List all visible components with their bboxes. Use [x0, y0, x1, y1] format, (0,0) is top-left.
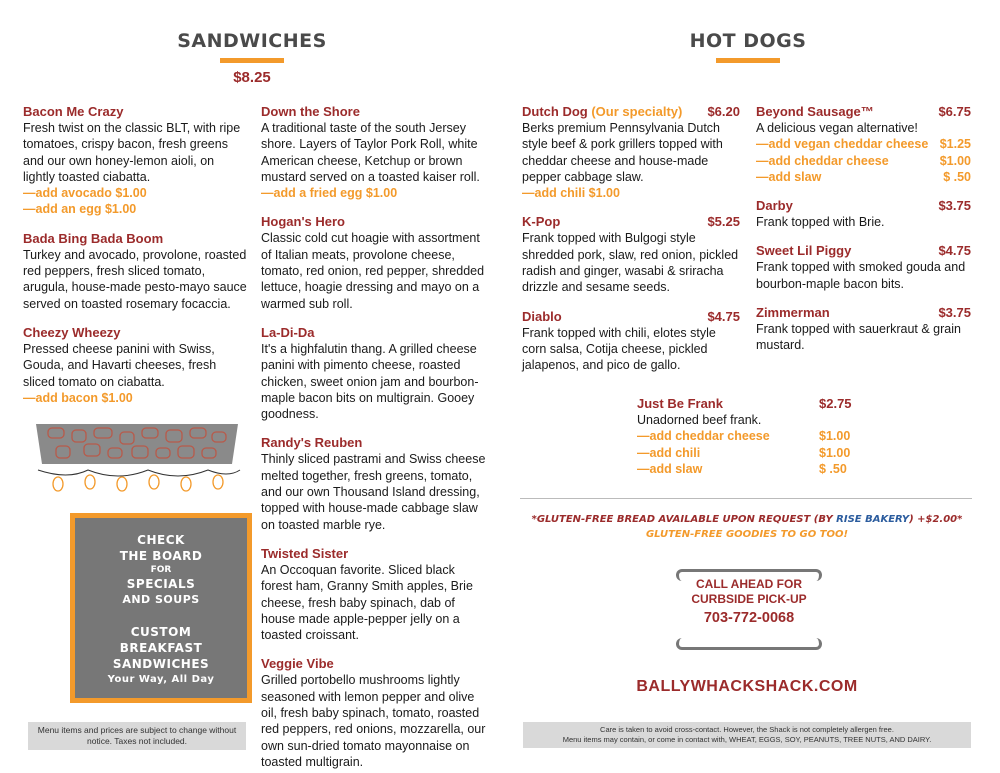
item-description: A traditional taste of the south Jersey shore. Layers of Taylor Pork Roll, white American cheese, Ketchup or brown mustard served on a toasted kaiser roll.	[261, 121, 480, 184]
hotdogs-title: HOT DOGS	[689, 30, 807, 52]
menu-item-la-di-da	[261, 324, 486, 422]
item-addon: —add cheddar cheese $1.00	[637, 429, 851, 444]
item-addon: —add cheddar cheese $1.00	[756, 153, 971, 168]
item-name: Cheezy Wheezy	[23, 324, 121, 340]
item-price: $6.20	[707, 104, 740, 119]
item-name: La-Di-Da	[261, 324, 315, 340]
board-line: SPECIALS	[126, 577, 196, 591]
board-line: CUSTOM	[130, 625, 192, 639]
sandwiches-title: SANDWICHES	[177, 30, 327, 52]
call-ahead-line: CALL AHEAD FOR	[696, 577, 802, 591]
item-description: Berks premium Pennsylvania Dutch style beef & pork grillers topped with cheddar cheese and house-made pepper cabbage slaw.	[522, 121, 723, 184]
section-divider	[520, 498, 972, 499]
board-line: THE BOARD	[119, 549, 203, 563]
item-description: Frank topped with chili, elotes style corn salsa, Cotija cheese, pickled jalapenos, and pico de gallo.	[522, 325, 716, 373]
menu-item-just-be-frank	[637, 395, 855, 477]
item-description: Unadorned beef frank.	[637, 413, 762, 427]
item-price: $2.75	[819, 396, 852, 411]
item-name: Dutch Dog (Our specialty)	[522, 104, 683, 119]
item-description: Frank topped with sauerkraut & grain mustard.	[756, 322, 961, 353]
item-name: Bacon Me Crazy	[23, 104, 124, 119]
sandwiches-right-column	[261, 103, 486, 773]
item-addon: —add vegan cheddar cheese $1.25	[756, 137, 971, 152]
item-price: $4.75	[938, 243, 971, 259]
item-description: An Occoquan favorite. Sliced black forest ham, Granny Smith apples, Brie cheese, fresh baby spinach, dab of house made apple-pepper jelly on a toasted croissant.	[261, 562, 473, 643]
check-the-board-panel	[70, 513, 252, 703]
item-name: Sweet Lil Piggy	[756, 243, 852, 259]
item-name: Darby	[756, 198, 793, 214]
call-box-bottom-bracket	[676, 638, 822, 650]
item-description: Thinly sliced pastrami and Swiss cheese melted together, fresh greens, tomato, and our own Thousand Island dressing, topped with house-made cabbage slaw on toasted marble rye.	[261, 452, 486, 532]
hotdogs-title-bar	[716, 58, 780, 63]
item-addon: —add slaw $ .50	[756, 169, 971, 184]
menu-item-veggie-vibe	[261, 655, 486, 770]
menu-item-down-the-shore	[261, 103, 486, 201]
item-description: It's a highfalutin thang. A grilled cheese panini with pimento cheese, roasted chicken, sweet onion jam and bourbon-maple bacon bits on multigrain. Gooey goodness.	[261, 341, 479, 422]
item-description: Frank topped with Bulgogi style shredded pork, slaw, red onion, pickled radish and ginger, wasabi & sriracha drizzle and sesame seeds.	[522, 231, 739, 295]
board-line: AND SOUPS	[122, 593, 200, 606]
item-price: $3.75	[938, 305, 971, 321]
board-line: FOR	[150, 565, 172, 575]
item-description: Classic cold cut hoagie with assortment of Italian meats, provolone cheese, tomato, red onion, red pepper, shredded lettuce, hoagie dressing and mayo on a warmed sub roll.	[261, 231, 485, 311]
menu-item-dutch-dog	[522, 103, 740, 201]
item-addon: —add chili $1.00	[522, 186, 620, 201]
gluten-free-note: *GLUTEN-FREE BREAD AVAILABLE UPON REQUEST (BY RISE BAKERY) +$2.00* GLUTEN-FREE GOODIES TO GO TOO!	[531, 514, 963, 540]
item-name: Zimmerman	[756, 305, 830, 321]
item-addon: —add a fried egg $1.00	[261, 186, 398, 201]
board-line: BREAKFAST	[119, 641, 203, 655]
hotdogs-right-column	[756, 103, 971, 366]
item-addon: —add bacon $1.00	[23, 390, 133, 405]
item-name: Just Be Frank	[637, 396, 723, 411]
pricing-disclaimer: Menu items and prices are subject to change without notice. Taxes not included.	[28, 722, 246, 750]
item-name: Hogan's Hero	[261, 214, 345, 230]
item-name: Bada Bing Bada Boom	[23, 230, 164, 246]
item-description: Pressed cheese panini with Swiss, Gouda, and Havarti cheeses, fresh sliced tomato on ciabatta.	[23, 341, 217, 389]
item-description: Frank topped with smoked gouda and bourbon-maple bacon bits.	[756, 260, 966, 291]
board-line: CHECK	[137, 533, 185, 547]
menu-item-darby	[756, 197, 971, 230]
item-name: Beyond Sausage™	[756, 104, 874, 119]
item-price: $3.75	[938, 198, 971, 214]
sandwiches-title-bar	[220, 58, 284, 63]
item-name: Twisted Sister	[261, 545, 349, 561]
item-name: Diablo	[522, 308, 562, 324]
item-name: Randy's Reuben	[261, 435, 363, 451]
item-price: $5.25	[707, 214, 740, 230]
allergen-disclaimer: Care is taken to avoid cross-contact. However, the Shack is not completely allergen free. Menu items may contain, or come in contact with, WHEAT, EGGS, SOY, PEANUTS, TREE NUTS, AND DAIRY.	[523, 722, 971, 748]
menu-item-sweet-lil-piggy	[756, 242, 971, 292]
menu-item-zimmerman	[756, 304, 971, 354]
item-name: Down the Shore	[261, 104, 360, 119]
item-description: Turkey and avocado, provolone, roasted red peppers, fresh sliced tomato, arugula, house-made pesto-mayo sauce served on toasted rosemary focaccia.	[23, 247, 247, 311]
board-line: Your Way, All Day	[107, 674, 215, 685]
menu-item-twisted-sister	[261, 545, 486, 643]
item-addon: —add slaw $ .50	[637, 461, 847, 476]
sandwiches-left-column	[23, 103, 248, 418]
item-name: K-Pop	[522, 214, 561, 230]
specialty-tag: (Our specialty)	[591, 104, 683, 119]
hotdogs-left-column	[522, 103, 740, 386]
item-description: Frank topped with Brie.	[756, 215, 885, 230]
item-description: A delicious vegan alternative!	[756, 121, 918, 135]
menu-item-k-pop	[522, 213, 740, 295]
phone-number: 703-772-0068	[703, 610, 795, 626]
menu-item-hogans-hero	[261, 213, 486, 311]
item-price: $6.75	[938, 104, 971, 119]
item-name: Veggie Vibe	[261, 656, 334, 672]
board-line: SANDWICHES	[112, 657, 210, 671]
menu-item-cheezy-wheezy	[23, 324, 248, 406]
menu-item-randys-reuben	[261, 434, 486, 532]
item-addon: —add an egg $1.00	[23, 202, 137, 217]
item-description: Fresh twist on the classic BLT, with ripe tomatoes, crispy bacon, fresh greens and our own honey-lemon aioli, on lightly toasted ciabatta.	[23, 121, 241, 184]
menu-item-beyond-sausage	[756, 103, 971, 185]
menu-item-bacon-me-crazy	[23, 103, 248, 218]
item-addon: —add chili $1.00	[637, 445, 851, 460]
rise-bakery-name: RISE BAKERY	[836, 514, 910, 525]
menu-item-diablo	[522, 308, 740, 374]
sandwiches-price: $8.25	[233, 69, 271, 86]
item-price: $4.75	[707, 308, 740, 324]
website-url: BALLYWHACKSHACK.COM	[636, 678, 858, 695]
call-ahead-line: CURBSIDE PICK-UP	[691, 592, 807, 606]
call-ahead-box	[676, 577, 822, 639]
string-lights-illustration	[28, 420, 246, 500]
item-description: Grilled portobello mushrooms lightly seasoned with lemon pepper and olive oil, fresh baby spinach, tomato, roasted red peppers, red onions, mozzarella, our own sun-dried tomato mayonnaise on toasted multigrain.	[261, 673, 486, 769]
item-addon: —add avocado $1.00	[23, 186, 147, 201]
menu-item-bada-bing	[23, 230, 248, 312]
